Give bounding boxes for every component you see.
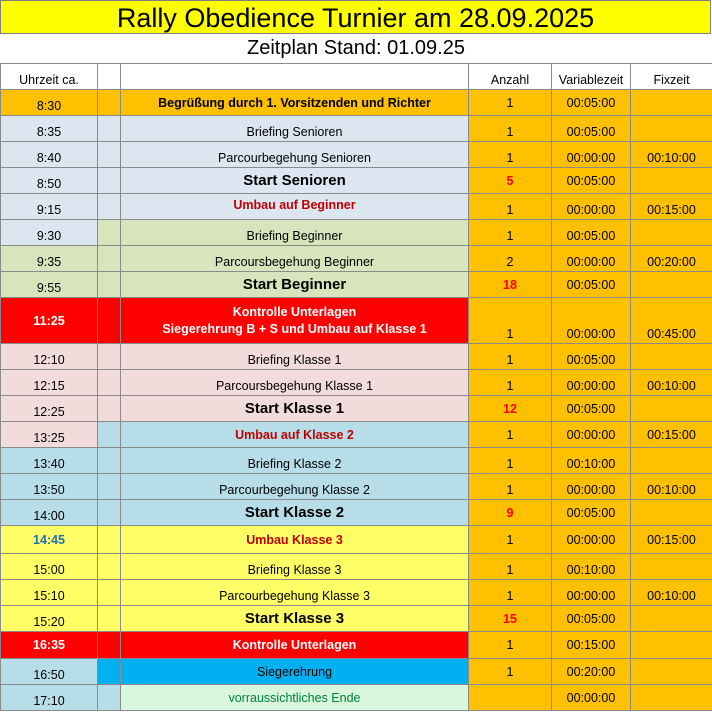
time-cell: 8:50 bbox=[1, 168, 98, 194]
activity-cell: Briefing Beginner bbox=[121, 220, 469, 246]
fixed-cell: 00:45:00 bbox=[631, 298, 712, 344]
time-cell: 9:55 bbox=[1, 272, 98, 298]
activity-cell: Parcoursbegehung Klasse 1 bbox=[121, 370, 469, 396]
fixed-cell: 00:15:00 bbox=[631, 422, 712, 448]
count-cell bbox=[469, 685, 552, 711]
fixed-cell bbox=[631, 168, 712, 194]
variable-cell: 00:05:00 bbox=[552, 272, 631, 298]
fixed-cell bbox=[631, 500, 712, 526]
table-row bbox=[1, 90, 712, 116]
fixed-cell bbox=[631, 396, 712, 422]
marker-cell bbox=[98, 344, 121, 370]
time-cell: 15:00 bbox=[1, 554, 98, 580]
count-cell: 1 bbox=[469, 370, 552, 396]
variable-cell: 00:05:00 bbox=[552, 500, 631, 526]
activity-cell: Start Klasse 3 bbox=[121, 606, 469, 632]
table-row bbox=[1, 474, 712, 500]
variable-cell: 00:05:00 bbox=[552, 344, 631, 370]
table-row bbox=[1, 142, 712, 168]
time-cell: 17:10 bbox=[1, 685, 98, 711]
time-cell: 9:30 bbox=[1, 220, 98, 246]
time-cell: 8:40 bbox=[1, 142, 98, 168]
schedule-subtitle: Zeitplan Stand: 01.09.25 bbox=[247, 37, 465, 59]
time-cell: 15:20 bbox=[1, 606, 98, 632]
table-row bbox=[1, 526, 712, 554]
activity-line-1: Kontrolle Unterlagen bbox=[232, 304, 357, 319]
fixed-cell bbox=[631, 116, 712, 142]
table-row bbox=[1, 396, 712, 422]
count-cell: 12 bbox=[469, 396, 552, 422]
table-row bbox=[1, 116, 712, 142]
count-cell: 2 bbox=[469, 246, 552, 272]
marker-cell bbox=[98, 606, 121, 632]
variable-cell: 00:00:00 bbox=[552, 422, 631, 448]
marker-cell bbox=[98, 526, 121, 554]
time-cell: 12:25 bbox=[1, 396, 98, 422]
table-row bbox=[1, 168, 712, 194]
time-cell: 8:35 bbox=[1, 116, 98, 142]
variable-cell: 00:05:00 bbox=[552, 220, 631, 246]
fixed-cell bbox=[631, 606, 712, 632]
fixed-cell bbox=[631, 659, 712, 685]
table-row bbox=[1, 422, 712, 448]
table-row bbox=[1, 246, 712, 272]
marker-cell bbox=[98, 142, 121, 168]
header-marker bbox=[98, 64, 121, 90]
activity-cell: Briefing Klasse 2 bbox=[121, 448, 469, 474]
activity-cell: Siegerehrung bbox=[121, 659, 469, 685]
page-title: Rally Obedience Turnier am 28.09.2025 bbox=[0, 0, 711, 34]
fixed-cell: 00:10:00 bbox=[631, 474, 712, 500]
count-cell: 1 bbox=[469, 422, 552, 448]
marker-cell bbox=[98, 220, 121, 246]
fixed-cell bbox=[631, 90, 712, 116]
schedule-table bbox=[0, 63, 712, 711]
count-cell: 1 bbox=[469, 659, 552, 685]
count-cell: 1 bbox=[469, 554, 552, 580]
variable-cell: 00:00:00 bbox=[552, 298, 631, 344]
header-activity bbox=[121, 64, 469, 90]
table-row bbox=[1, 500, 712, 526]
count-cell: 5 bbox=[469, 168, 552, 194]
variable-cell: 00:05:00 bbox=[552, 606, 631, 632]
activity-cell: Kontrolle Unterlagen bbox=[121, 632, 469, 659]
time-cell: 12:10 bbox=[1, 344, 98, 370]
time-cell: 15:10 bbox=[1, 580, 98, 606]
table-row bbox=[1, 632, 712, 659]
table-row bbox=[1, 606, 712, 632]
time-cell: 14:45 bbox=[1, 526, 98, 554]
time-cell: 11:25 bbox=[1, 298, 98, 344]
fixed-cell: 00:10:00 bbox=[631, 580, 712, 606]
count-cell: 1 bbox=[469, 194, 552, 220]
fixed-cell bbox=[631, 344, 712, 370]
fixed-cell bbox=[631, 632, 712, 659]
table-row bbox=[1, 580, 712, 606]
table-row bbox=[1, 220, 712, 246]
activity-cell: Umbau auf Beginner bbox=[121, 194, 469, 220]
time-cell: 16:50 bbox=[1, 659, 98, 685]
marker-cell bbox=[98, 580, 121, 606]
marker-cell bbox=[98, 448, 121, 474]
activity-cell: Umbau auf Klasse 2 bbox=[121, 422, 469, 448]
header-row bbox=[1, 64, 712, 90]
time-cell: 14:00 bbox=[1, 500, 98, 526]
activity-cell: Begrüßung durch 1. Vorsitzenden und Richter bbox=[121, 90, 469, 116]
table-row bbox=[1, 659, 712, 685]
fixed-cell: 00:10:00 bbox=[631, 370, 712, 396]
count-cell: 9 bbox=[469, 500, 552, 526]
variable-cell: 00:00:00 bbox=[552, 246, 631, 272]
header-fixed: Fixzeit bbox=[631, 64, 712, 90]
variable-cell: 00:00:00 bbox=[552, 474, 631, 500]
marker-cell bbox=[98, 116, 121, 142]
time-cell: 13:40 bbox=[1, 448, 98, 474]
count-cell: 1 bbox=[469, 90, 552, 116]
table-row bbox=[1, 272, 712, 298]
marker-cell bbox=[98, 396, 121, 422]
count-cell: 1 bbox=[469, 580, 552, 606]
marker-cell bbox=[98, 90, 121, 116]
count-cell: 1 bbox=[469, 474, 552, 500]
count-cell: 1 bbox=[469, 632, 552, 659]
fixed-cell bbox=[631, 220, 712, 246]
count-cell: 1 bbox=[469, 116, 552, 142]
count-cell: 1 bbox=[469, 298, 552, 344]
header-time: Uhrzeit ca. bbox=[1, 64, 98, 90]
fixed-cell bbox=[631, 448, 712, 474]
activity-line-2: Siegerehrung B + S und Umbau auf Klasse 1 bbox=[162, 321, 427, 336]
variable-cell: 00:00:00 bbox=[552, 142, 631, 168]
variable-cell: 00:05:00 bbox=[552, 168, 631, 194]
activity-cell bbox=[121, 298, 469, 344]
variable-cell: 00:00:00 bbox=[552, 685, 631, 711]
count-cell: 18 bbox=[469, 272, 552, 298]
marker-cell bbox=[98, 272, 121, 298]
marker-cell bbox=[98, 659, 121, 685]
marker-cell bbox=[98, 474, 121, 500]
activity-cell: Briefing Klasse 1 bbox=[121, 344, 469, 370]
time-cell: 8:30 bbox=[1, 90, 98, 116]
count-cell: 1 bbox=[469, 526, 552, 554]
fixed-cell: 00:10:00 bbox=[631, 142, 712, 168]
marker-cell bbox=[98, 554, 121, 580]
table-row bbox=[1, 194, 712, 220]
marker-cell bbox=[98, 500, 121, 526]
activity-cell: Start Beginner bbox=[121, 272, 469, 298]
variable-cell: 00:10:00 bbox=[552, 448, 631, 474]
activity-cell: Parcourbegehung Senioren bbox=[121, 142, 469, 168]
fixed-cell bbox=[631, 272, 712, 298]
table-row bbox=[1, 448, 712, 474]
marker-cell bbox=[98, 194, 121, 220]
activity-cell: Parcourbegehung Klasse 3 bbox=[121, 580, 469, 606]
fixed-cell: 00:15:00 bbox=[631, 526, 712, 554]
variable-cell: 00:05:00 bbox=[552, 116, 631, 142]
fixed-cell bbox=[631, 554, 712, 580]
activity-cell: Briefing Klasse 3 bbox=[121, 554, 469, 580]
time-cell: 13:50 bbox=[1, 474, 98, 500]
marker-cell bbox=[98, 246, 121, 272]
marker-cell bbox=[98, 422, 121, 448]
activity-cell: Parcourbegehung Klasse 2 bbox=[121, 474, 469, 500]
table-row bbox=[1, 298, 712, 344]
activity-cell: Briefing Senioren bbox=[121, 116, 469, 142]
marker-cell bbox=[98, 370, 121, 396]
table-row bbox=[1, 685, 712, 711]
variable-cell: 00:20:00 bbox=[552, 659, 631, 685]
time-cell: 9:35 bbox=[1, 246, 98, 272]
variable-cell: 00:10:00 bbox=[552, 554, 631, 580]
fixed-cell: 00:20:00 bbox=[631, 246, 712, 272]
variable-cell: 00:00:00 bbox=[552, 194, 631, 220]
fixed-cell bbox=[631, 685, 712, 711]
table-row bbox=[1, 370, 712, 396]
table-row bbox=[1, 554, 712, 580]
marker-cell bbox=[98, 168, 121, 194]
variable-cell: 00:05:00 bbox=[552, 90, 631, 116]
time-cell: 13:25 bbox=[1, 422, 98, 448]
count-cell: 1 bbox=[469, 344, 552, 370]
fixed-cell: 00:15:00 bbox=[631, 194, 712, 220]
time-cell: 9:15 bbox=[1, 194, 98, 220]
variable-cell: 00:00:00 bbox=[552, 580, 631, 606]
time-cell: 12:15 bbox=[1, 370, 98, 396]
count-cell: 1 bbox=[469, 142, 552, 168]
marker-cell bbox=[98, 298, 121, 344]
activity-cell: Umbau Klasse 3 bbox=[121, 526, 469, 554]
time-cell: 16:35 bbox=[1, 632, 98, 659]
header-variable: Variablezeit bbox=[552, 64, 631, 90]
variable-cell: 00:05:00 bbox=[552, 396, 631, 422]
variable-cell: 00:00:00 bbox=[552, 370, 631, 396]
marker-cell bbox=[98, 632, 121, 659]
activity-cell: Start Senioren bbox=[121, 168, 469, 194]
variable-cell: 00:00:00 bbox=[552, 526, 631, 554]
table-row bbox=[1, 344, 712, 370]
count-cell: 1 bbox=[469, 448, 552, 474]
activity-cell: Parcoursbegehung Beginner bbox=[121, 246, 469, 272]
count-cell: 1 bbox=[469, 220, 552, 246]
activity-cell: Start Klasse 1 bbox=[121, 396, 469, 422]
activity-cell: Start Klasse 2 bbox=[121, 500, 469, 526]
marker-cell bbox=[98, 685, 121, 711]
count-cell: 15 bbox=[469, 606, 552, 632]
variable-cell: 00:15:00 bbox=[552, 632, 631, 659]
header-count: Anzahl bbox=[469, 64, 552, 90]
activity-cell: vorraussichtliches Ende bbox=[121, 685, 469, 711]
